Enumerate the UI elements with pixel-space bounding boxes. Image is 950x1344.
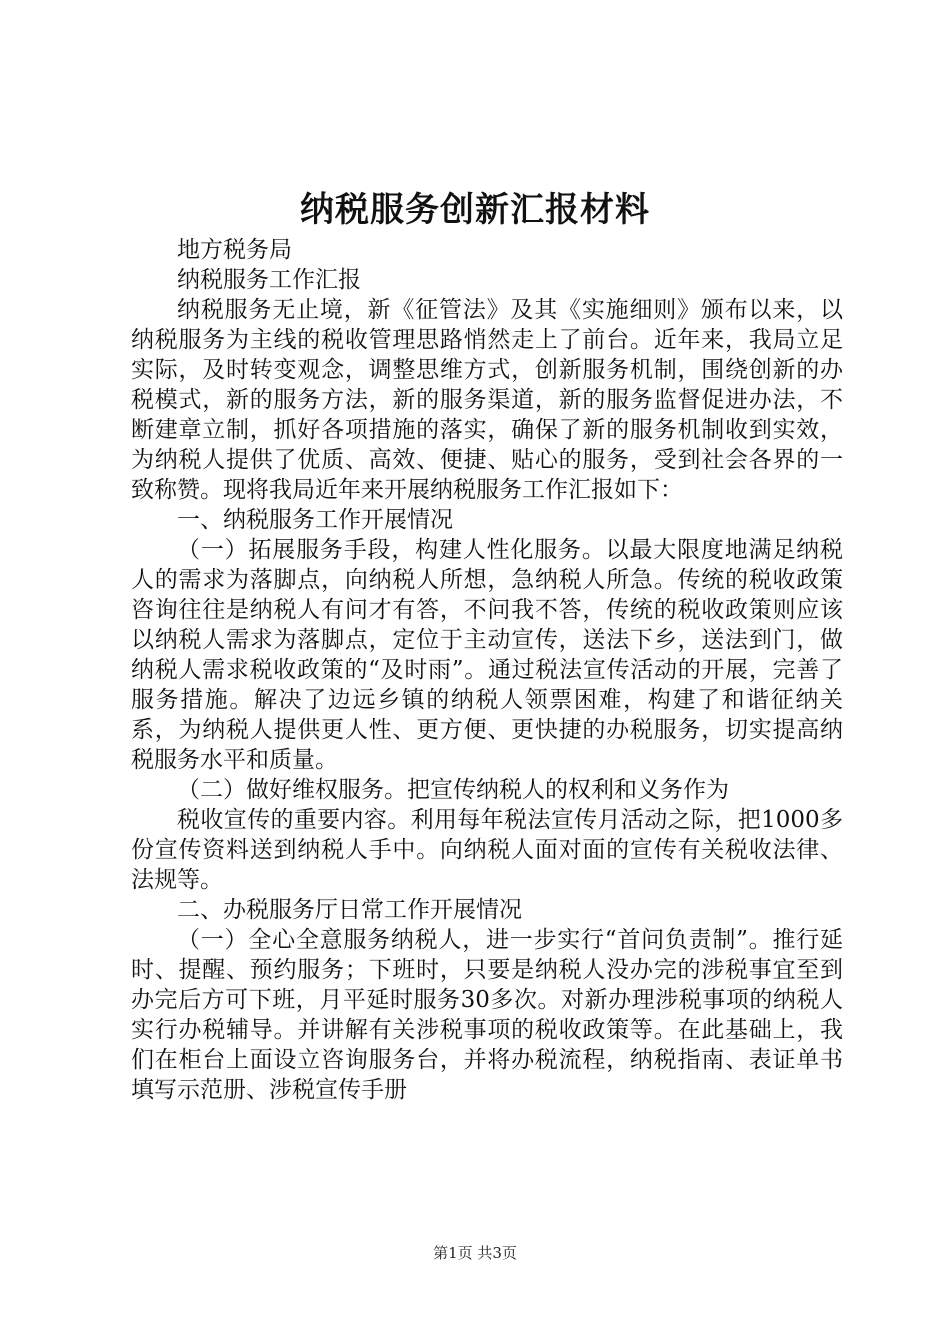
paragraph-2-1: （一）全心全意服务纳税人，进一步实行“首问负责制”。推行延时、提醒、预约服务；下班时，只要是纳税人没办完的涉税事宜至到办完后方可下班，月平延时服务30多次。对新办理涉税事项的纳税人实行办税辅导。并讲解有关涉税事项的税收政策等。在此基础上，我们在柜台上面设立咨询服务台，并将办税流程，纳税指南、表证单书填写示范册、涉税宣传手册 [131,927,843,1103]
paragraph-org: 地方税务局 [177,237,292,263]
paragraph-1-2: （二）做好维权服务。把宣传纳税人的权利和义务作为 [177,777,729,803]
document-body [131,235,843,1105]
paragraph-subtitle: 纳税服务工作汇报 [177,267,361,293]
page-footer: 第1页 共3页 [433,1244,517,1262]
paragraph-intro: 纳税服务无止境，新《征管法》及其《实施细则》颁布以来，以纳税服务为主线的税收管理思路悄然走上了前台。近年来，我局立足实际，及时转变观念，调整思维方式，创新服务机制，围绕创新的办税模式，新的服务方法，新的服务渠道，新的服务监督促进办法，不断建章立制，抓好各项措施的落实，确保了新的服务机制收到实效，为纳税人提供了优质、高效、便捷、贴心的服务，受到社会各界的一致称赞。现将我局近年来开展纳税服务工作汇报如下： [131,297,843,503]
section-heading-1: 一、纳税服务工作开展情况 [177,507,453,533]
paragraph-1-1: （一）拓展服务手段，构建人性化服务。以最大限度地满足纳税人的需求为落脚点，向纳税人所想，急纳税人所急。传统的税收政策咨询往往是纳税人有问才有答，不问我不答，传统的税收政策则应该以纳税人需求为落脚点，定位于主动宣传，送法下乡，送法到门，做纳税人需求税收政策的“及时雨”。通过税法宣传活动的开展，完善了服务措施。解决了边远乡镇的纳税人领票困难，构建了和谐征纳关系，为纳税人提供更人性、更方便、更快捷的办税服务，切实提高纳税服务水平和质量。 [131,537,843,773]
paragraph-1-2-cont: 税收宣传的重要内容。利用每年税法宣传月活动之际，把1000多份宣传资料送到纳税人手中。向纳税人面对面的宣传有关税收法律、法规等。 [131,807,843,893]
document-title: 纳税服务创新汇报材料 [300,190,650,230]
section-heading-2: 二、办税服务厅日常工作开展情况 [177,897,522,923]
